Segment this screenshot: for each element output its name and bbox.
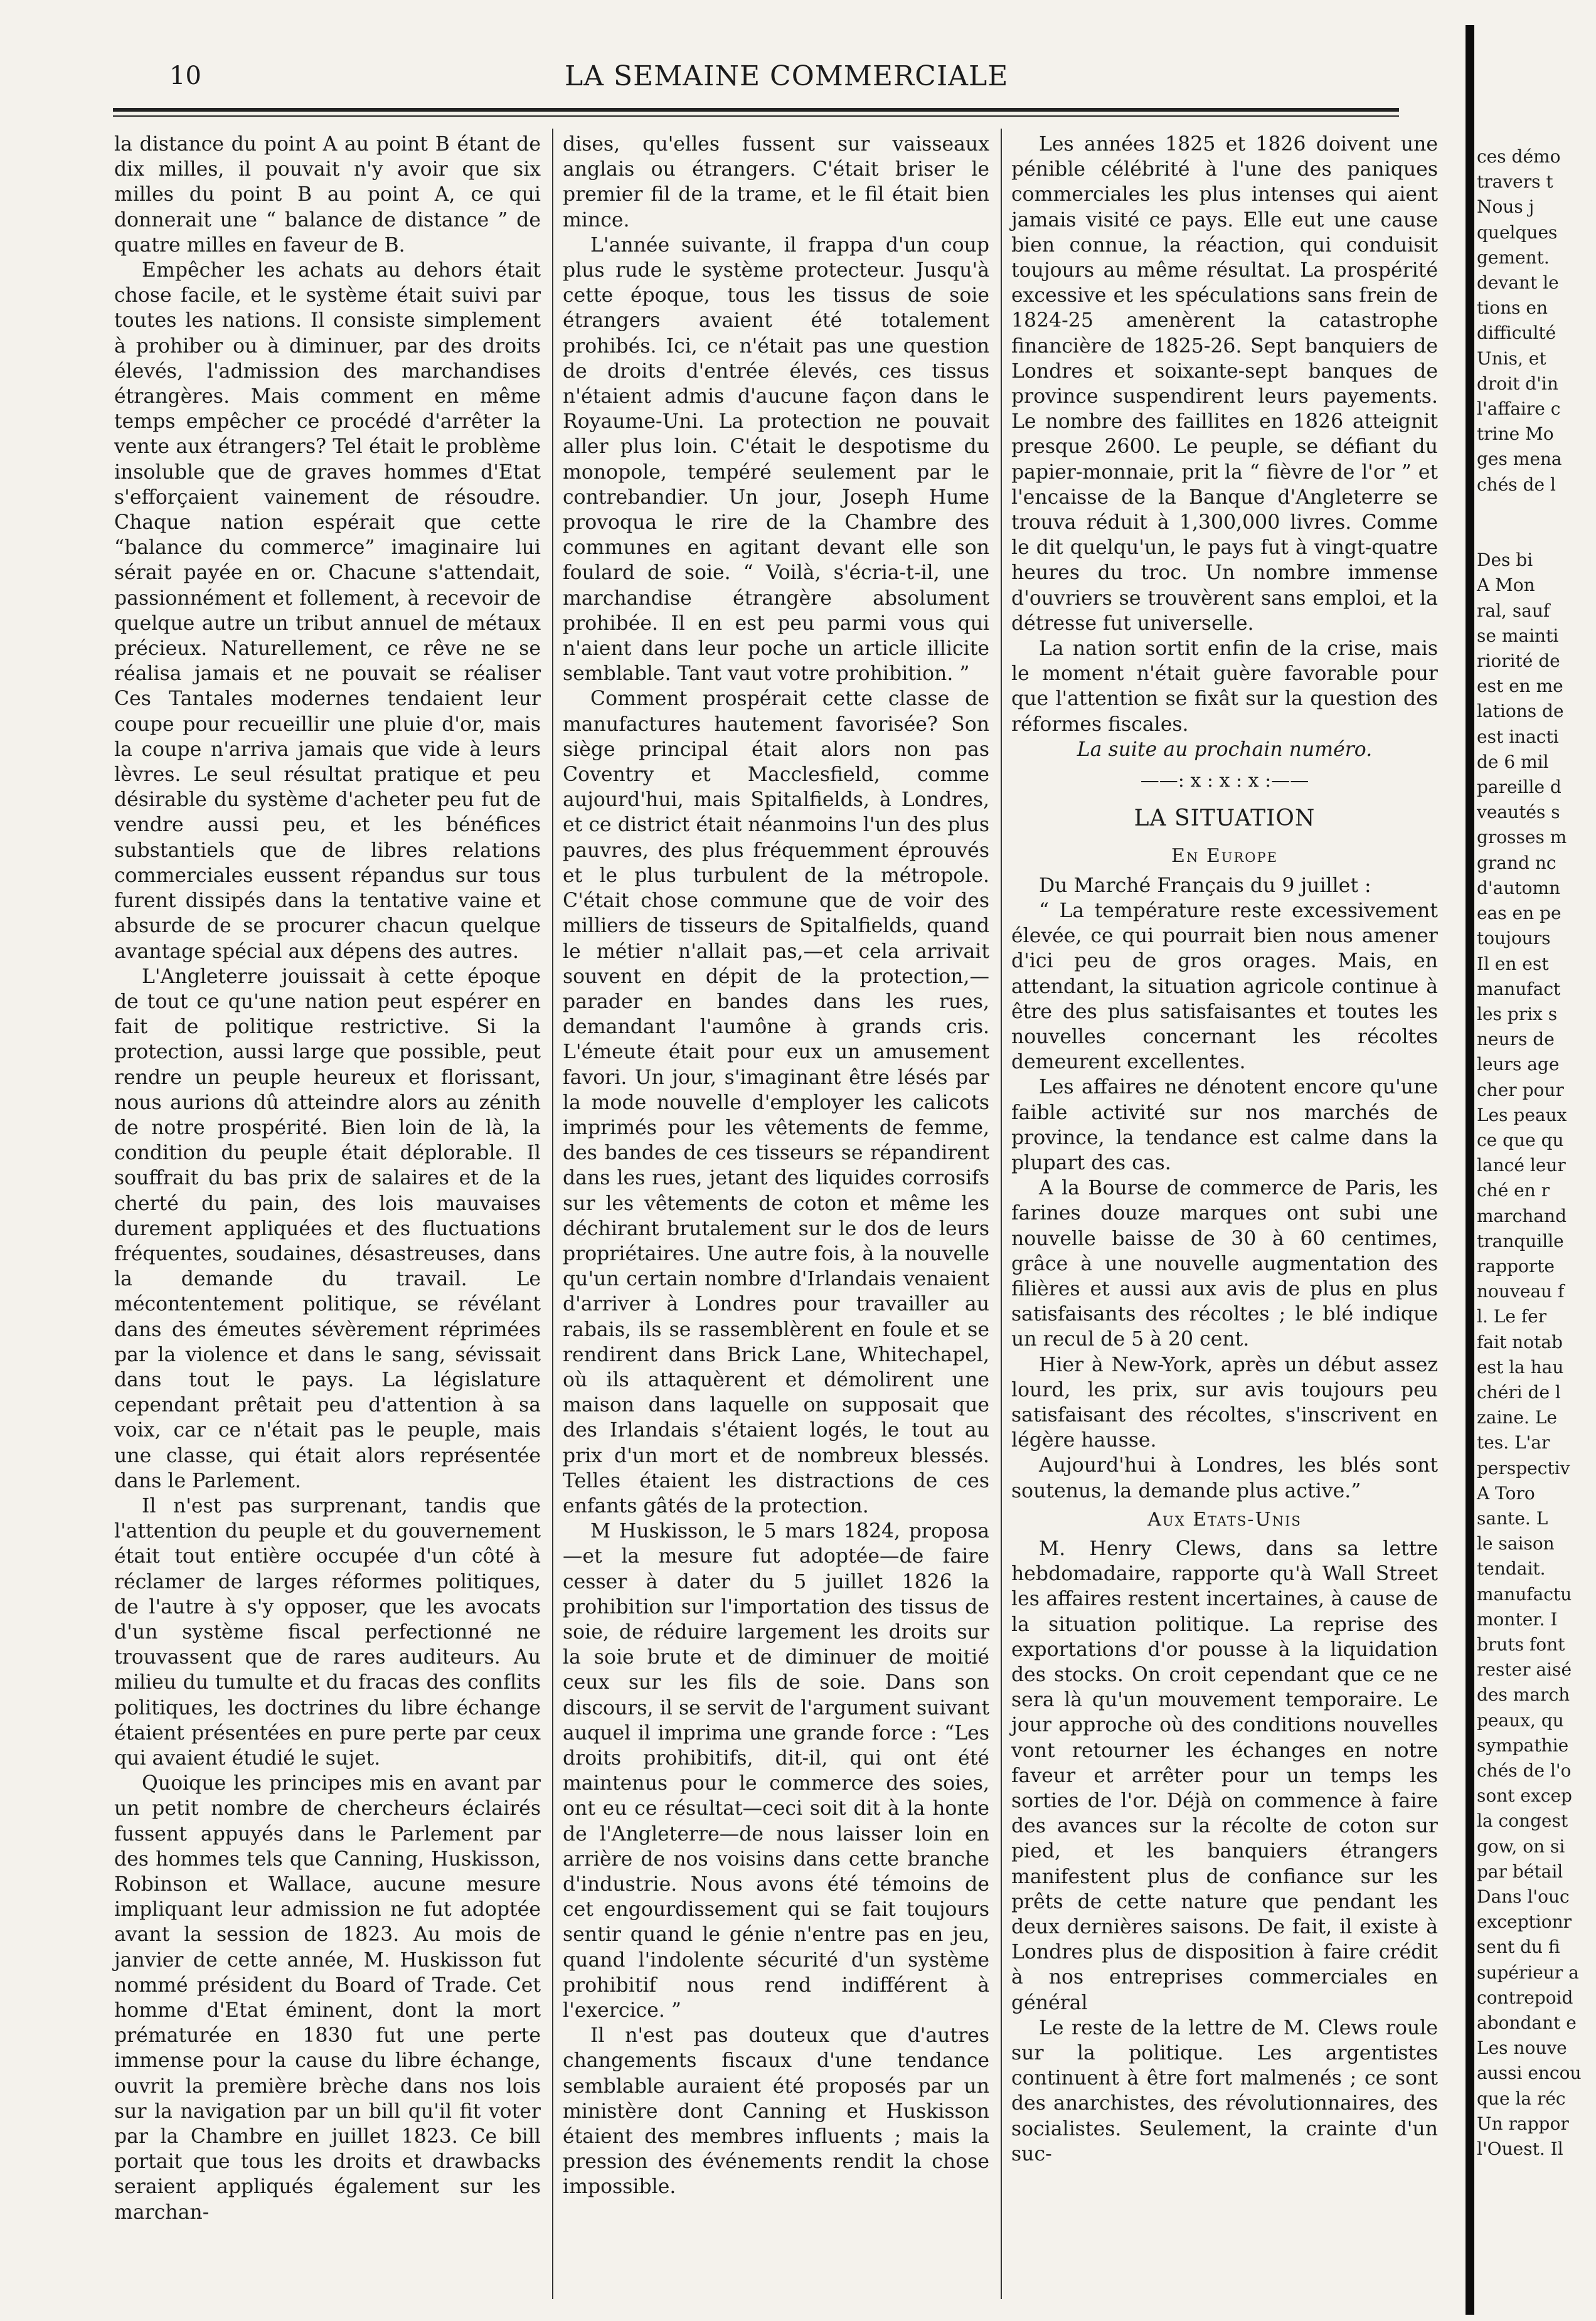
fragment-line	[1477, 497, 1582, 523]
paragraph: L'année suivante, il frappa d'un coup plus rude le système protecteur. Jusqu'à cette époque, tous les tissus de soie étrangers avaient été totalement prohibés. Ici, ce n'était pas une question de droits d'entrée élevés, ces tissus n'étaient admis d'aucune façon dans le Royaume-Uni. La protection ne pouvait aller plus loin. C'était le despotisme du monopole, tempéré seulement par le contrebandier. Un jour, Joseph Hume provoqua le rire de la Chambre des communes en agitant devant elle son foulard de soie. “ Voilà, s'écria-t-il, une marchandise étrangère absolument prohibée. Il en est peu parmi vous qui n'aient dans leur poche un article illicite semblable. Tant vaut votre prohibition. ”	[563, 233, 989, 686]
fragment-line: tes. L'ar	[1477, 1432, 1550, 1453]
continued-note: La suite au prochain numéro.	[1077, 738, 1373, 761]
fragment-line: abondant e	[1477, 2012, 1577, 2034]
fragment-line: cher pour	[1477, 1079, 1564, 1100]
fragment-line: manufactu	[1477, 1583, 1572, 1605]
fragment-line: ral, sauf	[1477, 600, 1550, 621]
fragment-line: la congest	[1477, 1810, 1568, 1832]
fragment-line: ce que qu	[1477, 1129, 1564, 1150]
fragment-line: A Mon	[1477, 575, 1535, 596]
fragment-line: aussi encou	[1477, 2063, 1582, 2084]
fragment-line: lancé leur	[1477, 1155, 1566, 1176]
fragment-line: difficulté	[1477, 322, 1556, 344]
fragment-line: tendait.	[1477, 1558, 1546, 1580]
fragment-line: perspectiv	[1477, 1457, 1570, 1479]
fragment-line: peaux, qu	[1477, 1709, 1564, 1731]
fragment-line: Il en est	[1477, 953, 1549, 974]
fragment-line: leurs age	[1477, 1054, 1560, 1075]
fragment-line: sympathie	[1477, 1734, 1569, 1756]
fragment-line: grand nc	[1477, 852, 1556, 873]
paragraph: Il n'est pas douteux que d'autres changements fiscaux d'une tendance semblable auraient été proposés par un ministère dont Canning et Huskisson étaient des membres influents ; mais la pression des événements rendit la chose impossible.	[563, 2024, 989, 2199]
paragraph: Le reste de la lettre de M. Clews roule sur la politique. Les argentistes continuent à être fort malmenés ; ce sont des anarchistes, des révolutionnaires, des socialistes. Seulement, la crainte d'un suc-	[1011, 2016, 1438, 2165]
paragraph: Les affaires ne dénotent encore qu'une faible activité sur nos marchés de province, la tendance est calme dans la plupart des cas.	[1011, 1076, 1438, 1174]
paragraph: la distance du point A au point B étant de dix milles, il pouvait n'y avoir que six milles du point B au point A, ce qui donnerait une “ balance de distance ” de quatre milles en faveur de B.	[114, 133, 541, 257]
fragment-line: l'affaire c	[1477, 398, 1561, 420]
column-divider	[552, 129, 553, 2299]
fragment-line: d'automn	[1477, 877, 1561, 898]
fragment-line: rester aisé	[1477, 1659, 1572, 1681]
subsection-europe: En Europe	[1171, 845, 1278, 868]
fragment-line: chés de l'o	[1477, 1760, 1572, 1781]
facing-page-lines	[1477, 144, 1582, 2162]
fragment-line: bruts font	[1477, 1633, 1565, 1655]
fragment-line: chéri de l	[1477, 1381, 1561, 1403]
fragment-line: nouveau f	[1477, 1281, 1565, 1302]
fragment-line: des march	[1477, 1684, 1570, 1706]
header-rule-thick	[113, 108, 1399, 112]
fragment-line: travers t	[1477, 171, 1553, 193]
fragment-line: manufact	[1477, 978, 1561, 999]
paragraph: Il n'est pas surprenant, tandis que l'attention du peuple et du gouvernement était tout entière occupée d'un côté à réclamer de larges réformes politiques, de l'autre à s'y opposer, que les avocats d'un système fiscal perfectionné ne trouvassent que de rares auditeurs. Au milieu du tumulte et du fracas des conflits politiques, les doctrines du libre échange étaient présentées en pure perte par ceux qui avaient étudié le sujet.	[114, 1494, 541, 1770]
fragment-line: A Toro	[1477, 1482, 1535, 1504]
fragment-line: riorité de	[1477, 651, 1560, 672]
fragment-line: eas en pe	[1477, 903, 1561, 924]
fragment-line: contrepoid	[1477, 1987, 1573, 2008]
fragment-line: exceptionr	[1477, 1911, 1572, 1933]
fragment-line: se mainti	[1477, 625, 1559, 646]
fragment-line: est en me	[1477, 676, 1563, 697]
fragment-line: Les nouve	[1477, 2037, 1567, 2059]
facing-page-fragment	[1462, 144, 1596, 2296]
fragment-line: l'Ouest. Il	[1477, 2138, 1563, 2160]
fragment-line: Nous j	[1477, 196, 1535, 218]
fragment-line: fait notab	[1477, 1331, 1563, 1352]
fragment-line: que la réc	[1477, 2088, 1566, 2109]
fragment-line: Unis, et	[1477, 348, 1546, 369]
header-rule-thin	[113, 115, 1399, 117]
fragment-line: supérieur a	[1477, 1962, 1579, 1983]
fragment-line: Un rappor	[1477, 2113, 1569, 2134]
fragment-line: neurs de	[1477, 1029, 1555, 1050]
fragment-line: Des bi	[1477, 550, 1533, 571]
paragraph: Aujourd'hui à Londres, les blés sont soutenus, la demande plus active.”	[1011, 1454, 1438, 1502]
fragment-line: ché en r	[1477, 1180, 1550, 1201]
column-1	[114, 132, 541, 2225]
fragment-line	[1477, 523, 1582, 548]
fragment-line: devant le	[1477, 272, 1559, 294]
page-number: 10	[169, 61, 201, 90]
paragraph: M. Henry Clews, dans sa lettre hebdomadaire, rapporte qu'à Wall Street les affaires restent incertaines, à cause de la situation politique. La reprise des exportations d'or pousse à la liquidation des stocks. On croit cependant que ce ne sera là qu'un mouvement temporaire. Le jour approche où des conditions nouvelles vont retourner les échanges en notre faveur et arrêter pour un temps les sorties de l'or. Déjà on commence à faire des avances sur la récolte de coton sur pied, et les banquiers étrangers manifestent plus de confiance sur les prêts de cette nature que pendant les deux dernières saisons. De fait, il existe à Londres plus de disposition à faire crédit à nos entreprises commerciales en général	[1011, 1537, 1438, 2014]
source-line: Du Marché Français du 9 juillet :	[1039, 874, 1371, 897]
paragraph: Comment prospérait cette classe de manufactures hautement favorisée? Son siège principal était alors non pas Coventry et Macclesfield, comme aujourd'hui, mais Spitalfields, à Londres, et ce district était néanmoins l'un des plus pauvres, des plus fréquemment éprouvés et le plus turbulent de la métropole. C'était chose commune que de voir des milliers de tisseurs de Spitalfields, quand le métier n'allait pas,—et cela arrivait souvent en dépit de la protection,—parader en bandes dans les rues, demandant l'aumône à grands cris. L'émeute était pour eux un amusement favori. Un jour, s'imaginant être lésés par la mode nouvelle d'employer les calicots imprimés pour les vêtements de femme, des bandes de ces tisseurs se répandirent dans les rues, jetant des liquides corrosifs sur les vêtements de coton et même les déchirant brutalement sur le dos de leurs propriétaires. Une autre fois, à la nouvelle qu'un certain nombre d'Irlandais venaient d'arriver à Londres pour travailler au rabais, ils se rassemblèrent en foule et se rendirent dans Brick Lane, Whitechapel, où ils attaquèrent et démolirent une maison dans laquelle on supposait que des Irlandais s'étaient logés, le tout au prix d'un mort et de nombreux blessés. Telles étaient les distractions de ces enfants gâtés de la protection.	[563, 688, 989, 1517]
fragment-line: veautés s	[1477, 802, 1560, 823]
fragment-line: grosses m	[1477, 827, 1567, 848]
fragment-line: de 6 mil	[1477, 751, 1549, 772]
fragment-line: toujours	[1477, 928, 1551, 949]
fragment-line: Les peaux	[1477, 1104, 1567, 1125]
paragraph: Les années 1825 et 1826 doivent une pénible célébrité à l'une des paniques commerciales les plus intenses qui aient jamais visité ce pays. Elle eut une cause bien connue, la réaction, qui conduisit toujours au même résultat. La prospérité excessive et les spéculations sans frein de 1824-25 amenèrent la catastrophe financière de 1825-26. Sept banquiers de Londres et soixante-sept banques de province suspendirent leurs payements. Le nombre des faillites en 1826 atteignit presque 2600. Le peuple, se défiant du papier-monnaie, prit la “ fièvre de l'or ” et l'encaisse de la Banque d'Angleterre se trouva réduit à 1,300,000 livres. Comme le dit quelqu'un, le pays fut à vingt-quatre heures du troc. Un nombre immense d'ouvriers se trouvèrent sans emploi, et la détresse fut universelle.	[1011, 133, 1438, 635]
fragment-line: est la hau	[1477, 1356, 1564, 1378]
fragment-line: tions en	[1477, 297, 1548, 319]
column-divider	[1001, 129, 1002, 2299]
column-2	[563, 132, 989, 2200]
fragment-line: l. Le fer	[1477, 1306, 1547, 1327]
fragment-line: Dans l'ouc	[1477, 1886, 1570, 1908]
paragraph: Empêcher les achats au dehors était chose facile, et le système était suivi par toutes les nations. Il consiste simplement à prohiber ou à diminuer, par des droits élevés, l'admission des marchandises étrangères. Mais comment en même temps empêcher ce procédé d'arrêter la vente aux étrangers? Tel était le problème insoluble que de graves hommes d'Etat s'efforçaient vainement de résoudre. Chaque nation espérait que cette “balance du commerce” imaginaire lui sérait payée en or. Chacune s'attendait, passionnément et follement, à recevoir de quelque autre un tribut annuel de métaux précieux. Naturellement, ce rêve ne se réalisa jamais et ne pouvait se réaliser Ces Tantales modernes tendaient leur coupe pour recueillir une pluie d'or, mais la coupe n'arriva jamais que vide à leurs lèvres. Le seul résultat pratique et peu désirable du système d'acheter peu fut de vendre aussi peu, et les bénéfices substantiels que de libres relations commerciales eussent répandus sur tous furent dissipés dans la tentative vaine et absurde de se procurer chacun quelque avantage spécial aux dépens des autres.	[114, 259, 541, 963]
column-3	[1011, 132, 1438, 2167]
fragment-line: monter. I	[1477, 1608, 1558, 1630]
fragment-line: gement.	[1477, 247, 1550, 268]
masthead-title: LA SEMAINE COMMERCIALE	[565, 60, 1009, 92]
fragment-line: par bétail	[1477, 1861, 1563, 1882]
fragment-line: marchand	[1477, 1205, 1567, 1226]
fragment-line: le saison	[1477, 1533, 1555, 1554]
section-title: LA SITUATION	[1134, 805, 1316, 832]
fragment-line: lations de	[1477, 701, 1564, 722]
paragraph: dises, qu'elles fussent sur vaisseaux anglais ou étrangers. C'était briser le premier fil de la trame, et le fil était bien mince.	[563, 133, 989, 231]
fragment-line: gow, on si	[1477, 1835, 1565, 1857]
paragraph: La nation sortit enfin de la crise, mais le moment n'était guère favorable pour que l'attention se fixât sur la question des réformes fiscales.	[1011, 637, 1438, 736]
fragment-line: zaine. Le	[1477, 1407, 1557, 1428]
fragment-line: ces démo	[1477, 146, 1561, 167]
fragment-line: quelques	[1477, 221, 1558, 243]
paragraph: L'Angleterre jouissait à cette époque de tout ce qu'une nation peut espérer en fait de politique restrictive. Si la protection, aussi large que possible, peut rendre un peuple heureux et florissant, nous aurions dû atteindre alors au zénith de notre prospérité. Bien loin de là, la condition du peuple était déplorable. Il souffrait du bas prix de salaires et de la cherté du pain, des lois mauvaises durement appliquées et des fluctuations fréquentes, soudaines, désastreuses, dans la demande du travail. Le mécontentement politique, se révélant dans des émeutes sévèrement réprimées par la violence et dans le sang, sévissait dans tout le pays. La législature cependant prêtait peu d'attention à sa voix, car ce n'était pas le peuple, mais une classe, qui était alors représentée dans le Parlement.	[114, 965, 541, 1492]
paragraph: A la Bourse de commerce de Paris, les farines douze marques ont subi une nouvelle baisse de 30 à 60 centimes, grâce à une nouvelle augmentation des filières et aussi aux avis de plus en plus satisfaisants des récoltes ; le blé indique un recul de 5 à 20 cent.	[1011, 1177, 1438, 1351]
paragraph: Hier à New-York, après un début assez lourd, les prix, sur avis toujours peu satisfaisant des récoltes, s'inscrivent en légère hausse.	[1011, 1353, 1438, 1452]
fragment-line: ges mena	[1477, 449, 1562, 470]
fragment-line: est inacti	[1477, 726, 1559, 747]
paragraph: “ La température reste excessivement élevée, ce qui pourrait bien nous amener d'ici peu de gros orages. Mais, en attendant, la situation agricole continue à être des plus satisfaisantes et toutes les nouvelles concernant les récoltes demeurent excellentes.	[1011, 899, 1438, 1074]
section-divider: ——: x : x : x :——	[1140, 770, 1309, 792]
fragment-line: sent du fi	[1477, 1936, 1560, 1958]
fragment-line: chés de l	[1477, 474, 1556, 495]
fragment-line: sante. L	[1477, 1507, 1548, 1529]
subsection-us: Aux Etats-Unis	[1147, 1508, 1302, 1531]
fragment-line: tranquille	[1477, 1230, 1564, 1251]
fragment-line: rapporte	[1477, 1255, 1555, 1277]
paragraph: M Huskisson, le 5 mars 1824, proposa—et la mesure fut adoptée—de faire cesser à dater du 5 juillet 1826 la prohibition sur l'importation des tissus de soie, de réduire largement les droits sur la soie brute et de diminuer de moitié ceux sur les fils de soie. Dans son discours, il se servit de l'argument suivant auquel il imprima une grande force : “Les droits prohibitifs, dit-il, qui ont été maintenus pour le commerce des soies, ont eu ce résultat—ceci soit dit à la honte de l'Angleterre—de nous laisser loin en arrière de nos voisins dans cette branche d'industrie. Nous avons été témoins de cet engourdissement qui se fait toujours sentir quand le génie n'entre pas en jeu, quand l'indolente sécurité d'un système prohibitif nous rend indifférent à l'exercice. ”	[563, 1520, 989, 2022]
fragment-line: sont excep	[1477, 1785, 1572, 1807]
fragment-line: les prix s	[1477, 1003, 1558, 1024]
paragraph: Quoique les principes mis en avant par un petit nombre de chercheurs éclairés fussent appuyés dans le Parlement par des hommes tels que Canning, Huskisson, Robinson et Wallace, aucune mesure impliquant leur admission ne fut adoptée avant la session de 1823. Au mois de janvier de cette année, M. Huskisson fut nommé président du Board of Trade. Cet homme d'Etat éminent, dont la mort prématurée en 1830 fut une perte immense pour la cause du libre échange, ouvrit la première brèche dans nos lois sur la navigation par un bill qu'il fit voter par la Chambre en juillet 1823. Ce bill portait que tous les droits et drawbacks seraient appliqués également sur les marchan-	[114, 1772, 541, 2224]
fragment-line: droit d'in	[1477, 373, 1558, 394]
fragment-line: trine Mo	[1477, 423, 1554, 445]
fragment-line: pareille d	[1477, 777, 1561, 798]
